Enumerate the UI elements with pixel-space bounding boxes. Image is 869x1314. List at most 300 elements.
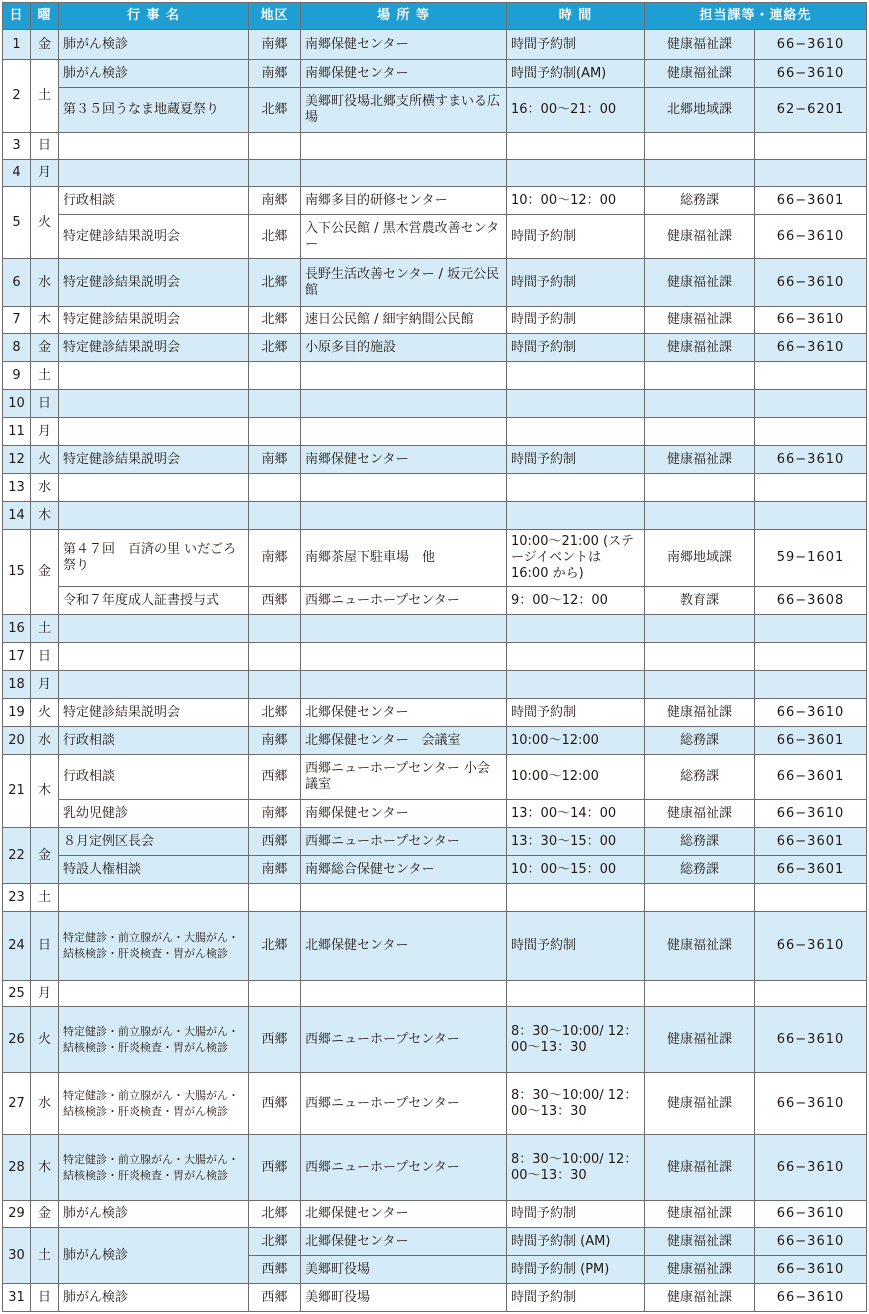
dept-cell: 健康福祉課 [645,912,755,981]
time-cell: 時間予約制 (AM) [507,1228,645,1256]
dept-cell: 北郷地域課 [645,88,755,133]
dept-cell: 健康福祉課 [645,60,755,88]
weekday-cell: 火 [31,187,59,259]
event-name-cell [59,362,249,390]
place-cell [301,502,507,530]
time-cell: 10：00〜15：00 [507,856,645,884]
table-row [3,587,867,615]
dept-cell: 健康福祉課 [645,1007,755,1073]
table-row [3,1228,867,1256]
weekday-cell: 木 [31,1135,59,1201]
table-row [3,60,867,88]
phone-cell [755,160,867,187]
time-cell: 時間予約制(AM) [507,60,645,88]
phone-cell: 66−3608 [755,587,867,615]
time-cell: 9：00〜12：00 [507,587,645,615]
table-row [3,699,867,727]
phone-cell: 66−3610 [755,1007,867,1073]
place-cell: 北郷保健センター [301,912,507,981]
dept-cell: 総務課 [645,727,755,755]
day-cell: 2 [3,60,31,133]
place-cell: 長野生活改善センター / 坂元公民館 [301,259,507,307]
day-cell: 8 [3,334,31,362]
phone-cell: 66−3610 [755,30,867,60]
weekday-cell: 火 [31,1007,59,1073]
weekday-cell: 水 [31,1073,59,1135]
phone-cell: 66−3610 [755,1073,867,1135]
area-cell: 北郷 [249,307,301,334]
area-cell: 南郷 [249,60,301,88]
weekday-cell: 月 [31,160,59,187]
area-cell: 南郷 [249,30,301,60]
area-cell [249,474,301,502]
area-cell: 南郷 [249,800,301,828]
weekday-cell: 日 [31,133,59,160]
day-cell: 15 [3,530,31,615]
dept-cell [645,390,755,418]
place-cell: 美郷町役場 [301,1284,507,1312]
area-cell [249,615,301,643]
weekday-cell: 日 [31,390,59,418]
area-cell [249,671,301,699]
weekday-cell: 土 [31,362,59,390]
area-cell: 南郷 [249,727,301,755]
phone-cell: 66−3610 [755,1284,867,1312]
phone-cell [755,981,867,1007]
weekday-cell: 木 [31,502,59,530]
place-cell [301,643,507,671]
day-cell: 29 [3,1201,31,1228]
time-cell: 8：30〜10:00/ 12：00〜13：30 [507,1007,645,1073]
calendar-body [3,30,867,1312]
header-time: 時 間 [507,3,645,30]
day-cell: 22 [3,828,31,884]
event-name-cell: 肺がん検診 [59,1284,249,1312]
area-cell [249,884,301,912]
event-name-cell: 肺がん検診 [59,30,249,60]
weekday-cell: 月 [31,671,59,699]
place-cell: 西郷ニューホープセンター [301,1073,507,1135]
table-row [3,259,867,307]
event-name-cell: 特定健診結果説明会 [59,446,249,474]
weekday-cell: 木 [31,755,59,828]
day-cell: 5 [3,187,31,259]
time-cell: 時間予約制 [507,912,645,981]
dept-cell [645,502,755,530]
area-cell [249,390,301,418]
place-cell: 北郷保健センター [301,1201,507,1228]
dept-cell: 健康福祉課 [645,1256,755,1284]
day-cell: 16 [3,615,31,643]
table-row [3,856,867,884]
event-name-cell: 特定健診結果説明会 [59,215,249,259]
weekday-cell: 日 [31,643,59,671]
event-name-cell: 特定健診・前立腺がん・大腸がん・結核検診・肝炎検査・胃がん検診 [59,1135,249,1201]
dept-cell: 総務課 [645,187,755,215]
weekday-cell: 金 [31,530,59,615]
phone-cell [755,671,867,699]
dept-cell: 教育課 [645,587,755,615]
phone-cell: 66−3610 [755,800,867,828]
time-cell: 8：30〜10:00/ 12：00〜13：30 [507,1073,645,1135]
day-cell: 9 [3,362,31,390]
header-event-name: 行 事 名 [59,3,249,30]
table-row [3,390,867,418]
time-cell [507,981,645,1007]
area-cell: 西郷 [249,1073,301,1135]
table-row [3,884,867,912]
table-row [3,418,867,446]
time-cell: 時間予約制 [507,1284,645,1312]
event-name-cell: 令和７年度成人証書授与式 [59,587,249,615]
place-cell [301,160,507,187]
dept-cell: 健康福祉課 [645,699,755,727]
table-row [3,981,867,1007]
table-row [3,215,867,259]
area-cell: 西郷 [249,755,301,800]
event-name-cell: ８月定例区長会 [59,828,249,856]
weekday-cell: 金 [31,30,59,60]
day-cell: 6 [3,259,31,307]
time-cell: 時間予約制 [507,1201,645,1228]
place-cell [301,671,507,699]
place-cell [301,418,507,446]
event-name-cell: 乳幼児健診 [59,800,249,828]
table-row [3,671,867,699]
phone-cell [755,418,867,446]
area-cell: 南郷 [249,187,301,215]
time-cell [507,362,645,390]
table-row [3,1135,867,1201]
phone-cell: 66−3601 [755,727,867,755]
table-row [3,800,867,828]
time-cell [507,160,645,187]
day-cell: 13 [3,474,31,502]
table-row [3,187,867,215]
dept-cell [645,160,755,187]
time-cell: 時間予約制 (PM) [507,1256,645,1284]
place-cell: 西郷ニューホープセンター 小会議室 [301,755,507,800]
time-cell: 13：00〜14：00 [507,800,645,828]
area-cell: 西郷 [249,1284,301,1312]
header-weekday: 曜 [31,3,59,30]
phone-cell: 66−3610 [755,446,867,474]
place-cell [301,390,507,418]
day-cell: 19 [3,699,31,727]
place-cell: 西郷ニューホープセンター [301,1135,507,1201]
area-cell: 北郷 [249,334,301,362]
table-row [3,727,867,755]
table-row [3,502,867,530]
table-row [3,362,867,390]
table-row [3,530,867,587]
day-cell: 10 [3,390,31,418]
weekday-cell: 火 [31,699,59,727]
place-cell: 美郷町役場北郷支所横すまいる広場 [301,88,507,133]
phone-cell [755,133,867,160]
day-cell: 18 [3,671,31,699]
time-cell [507,418,645,446]
place-cell [301,133,507,160]
place-cell: 南郷多目的研修センター [301,187,507,215]
event-name-cell: 行政相談 [59,727,249,755]
event-name-cell [59,502,249,530]
dept-cell: 健康福祉課 [645,1073,755,1135]
event-name-cell: 特定健診結果説明会 [59,334,249,362]
weekday-cell: 土 [31,884,59,912]
time-cell [507,133,645,160]
area-cell: 北郷 [249,1228,301,1256]
dept-cell: 健康福祉課 [645,1135,755,1201]
header-place: 場 所 等 [301,3,507,30]
day-cell: 30 [3,1228,31,1284]
phone-cell: 66−3601 [755,828,867,856]
weekday-cell: 金 [31,828,59,884]
dept-cell: 総務課 [645,856,755,884]
table-row [3,755,867,800]
dept-cell [645,615,755,643]
table-row [3,133,867,160]
dept-cell [645,418,755,446]
phone-cell: 66−3610 [755,1201,867,1228]
day-cell: 14 [3,502,31,530]
place-cell [301,474,507,502]
weekday-cell: 木 [31,307,59,334]
area-cell: 南郷 [249,530,301,587]
place-cell: 小原多目的施設 [301,334,507,362]
table-row [3,160,867,187]
dept-cell [645,671,755,699]
weekday-cell: 火 [31,446,59,474]
area-cell [249,502,301,530]
table-row [3,912,867,981]
event-name-cell: 第４７回 百済の里 いだごろ祭り [59,530,249,587]
time-cell: 時間予約制 [507,446,645,474]
event-name-cell [59,643,249,671]
table-row [3,446,867,474]
time-cell: 10：00〜12：00 [507,187,645,215]
weekday-cell: 水 [31,474,59,502]
event-name-cell [59,133,249,160]
table-row [3,30,867,60]
table-row [3,1284,867,1312]
weekday-cell: 日 [31,912,59,981]
day-cell: 17 [3,643,31,671]
event-name-cell: 特設人権相談 [59,856,249,884]
time-cell [507,390,645,418]
table-row [3,1073,867,1135]
phone-cell [755,390,867,418]
phone-cell [755,643,867,671]
weekday-cell: 月 [31,418,59,446]
phone-cell: 66−3601 [755,755,867,800]
area-cell: 北郷 [249,215,301,259]
dept-cell [645,362,755,390]
dept-cell: 健康福祉課 [645,307,755,334]
dept-cell: 健康福祉課 [645,215,755,259]
place-cell [301,884,507,912]
dept-cell: 健康福祉課 [645,1228,755,1256]
event-name-cell: 特定健診結果説明会 [59,259,249,307]
time-cell: 時間予約制 [507,699,645,727]
phone-cell: 66−3610 [755,307,867,334]
phone-cell: 66−3610 [755,1135,867,1201]
event-name-cell: 行政相談 [59,187,249,215]
time-cell: 10:00〜12:00 [507,755,645,800]
dept-cell: 健康福祉課 [645,800,755,828]
place-cell: 美郷町役場 [301,1256,507,1284]
dept-cell: 健康福祉課 [645,1201,755,1228]
dept-cell [645,981,755,1007]
weekday-cell: 土 [31,60,59,133]
event-name-cell: 行政相談 [59,755,249,800]
table-row [3,615,867,643]
phone-cell [755,884,867,912]
time-cell [507,502,645,530]
place-cell: 西郷ニューホープセンター [301,828,507,856]
phone-cell: 66−3610 [755,912,867,981]
day-cell: 3 [3,133,31,160]
dept-cell [645,884,755,912]
place-cell: 西郷ニューホープセンター [301,1007,507,1073]
table-row [3,307,867,334]
event-name-cell [59,981,249,1007]
time-cell: 時間予約制 [507,215,645,259]
time-cell: 16：00〜21：00 [507,88,645,133]
event-name-cell [59,474,249,502]
area-cell: 西郷 [249,587,301,615]
time-cell: 8：30〜10:00/ 12：00〜13：30 [507,1135,645,1201]
event-name-cell: 肺がん検診 [59,1201,249,1228]
event-name-cell: 第３５回うなま地蔵夏祭り [59,88,249,133]
time-cell: 時間予約制 [507,307,645,334]
place-cell: 南郷茶屋下駐車場 他 [301,530,507,587]
place-cell: 北郷保健センター 会議室 [301,727,507,755]
weekday-cell: 水 [31,727,59,755]
phone-cell: 66−3610 [755,1228,867,1256]
place-cell: 西郷ニューホープセンター [301,587,507,615]
time-cell [507,474,645,502]
area-cell: 西郷 [249,1135,301,1201]
event-name-cell: 特定健診・前立腺がん・大腸がん・結核検診・肝炎検査・胃がん検診 [59,1007,249,1073]
dept-cell: 総務課 [645,755,755,800]
dept-cell [645,643,755,671]
event-name-cell [59,160,249,187]
area-cell: 南郷 [249,446,301,474]
event-name-cell: 肺がん検診 [59,1228,249,1284]
area-cell: 北郷 [249,1201,301,1228]
time-cell [507,643,645,671]
weekday-cell: 水 [31,259,59,307]
phone-cell: 66−3610 [755,1256,867,1284]
phone-cell: 66−3610 [755,334,867,362]
table-row [3,1201,867,1228]
area-cell: 北郷 [249,259,301,307]
day-cell: 28 [3,1135,31,1201]
dept-cell: 健康福祉課 [645,334,755,362]
area-cell [249,362,301,390]
place-cell: 速日公民館 / 細宇納間公民館 [301,307,507,334]
area-cell [249,643,301,671]
day-cell: 21 [3,755,31,828]
phone-cell [755,474,867,502]
place-cell: 入下公民館 / 黒木営農改善センター [301,215,507,259]
phone-cell: 66−3610 [755,699,867,727]
event-calendar-table [2,2,867,1312]
place-cell: 南郷保健センター [301,446,507,474]
area-cell [249,133,301,160]
table-row [3,334,867,362]
day-cell: 26 [3,1007,31,1073]
area-cell: 西郷 [249,1256,301,1284]
day-cell: 20 [3,727,31,755]
place-cell: 北郷保健センター [301,699,507,727]
weekday-cell: 金 [31,334,59,362]
event-name-cell [59,884,249,912]
area-cell: 西郷 [249,828,301,856]
day-cell: 12 [3,446,31,474]
place-cell: 北郷保健センター [301,1228,507,1256]
phone-cell: 66−3601 [755,856,867,884]
phone-cell: 66−3610 [755,215,867,259]
place-cell: 南郷保健センター [301,60,507,88]
event-name-cell: 肺がん検診 [59,60,249,88]
day-cell: 31 [3,1284,31,1312]
day-cell: 23 [3,884,31,912]
phone-cell: 66−3601 [755,187,867,215]
dept-cell: 健康福祉課 [645,1284,755,1312]
time-cell: 13：30〜15：00 [507,828,645,856]
day-cell: 1 [3,30,31,60]
area-cell [249,418,301,446]
dept-cell: 健康福祉課 [645,30,755,60]
time-cell [507,615,645,643]
day-cell: 7 [3,307,31,334]
place-cell: 南郷保健センター [301,800,507,828]
event-name-cell [59,390,249,418]
weekday-cell: 金 [31,1201,59,1228]
phone-cell [755,615,867,643]
table-row [3,1007,867,1073]
place-cell [301,362,507,390]
event-name-cell [59,671,249,699]
table-row [3,643,867,671]
weekday-cell: 土 [31,1228,59,1284]
phone-cell [755,362,867,390]
day-cell: 25 [3,981,31,1007]
time-cell: 時間予約制 [507,30,645,60]
area-cell [249,160,301,187]
event-name-cell [59,418,249,446]
dept-cell: 総務課 [645,828,755,856]
event-name-cell: 特定健診・前立腺がん・大腸がん・結核検診・肝炎検査・胃がん検診 [59,1073,249,1135]
area-cell: 南郷 [249,856,301,884]
weekday-cell: 日 [31,1284,59,1312]
time-cell: 10:00〜12:00 [507,727,645,755]
day-cell: 27 [3,1073,31,1135]
table-row [3,88,867,133]
place-cell: 南郷保健センター [301,30,507,60]
event-name-cell: 特定健診結果説明会 [59,699,249,727]
area-cell: 北郷 [249,88,301,133]
weekday-cell: 土 [31,615,59,643]
place-cell [301,981,507,1007]
place-cell: 南郷総合保健センター [301,856,507,884]
header-day: 日 [3,3,31,30]
time-cell [507,884,645,912]
phone-cell [755,502,867,530]
phone-cell: 66−3610 [755,60,867,88]
